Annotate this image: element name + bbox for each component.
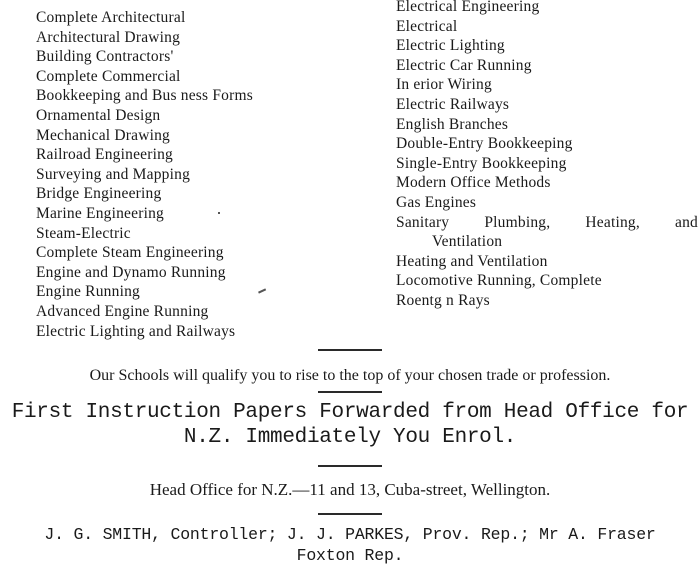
course-list-left	[36, 8, 336, 341]
course-item: Electric Railways	[396, 95, 510, 113]
course-item: Electrical Engineering	[396, 0, 540, 15]
head-office-address: Head Office for N.Z.—11 and 13, Cuba-street, Wellington.	[149, 480, 551, 499]
divider-rule	[318, 465, 382, 467]
first-papers-line-1: First Instruction Papers Forwarded from Head Office for	[11, 401, 689, 424]
course-item: Surveying and Mapping	[36, 165, 191, 183]
course-item: Ornamental Design	[36, 106, 161, 124]
course-item: Steam-Electric	[36, 224, 131, 242]
sanitary-continuation: Ventilation	[432, 233, 503, 251]
course-item: Architectural Drawing	[36, 28, 181, 46]
course-list-right	[396, 0, 696, 311]
course-item: Mechanical Drawing	[36, 126, 171, 144]
course-item: Heating and Ventilation	[396, 252, 548, 270]
course-item: Electric Lighting and Railways	[36, 322, 236, 340]
course-item: In erior Wiring	[396, 76, 492, 94]
course-item-sanitary	[396, 213, 696, 252]
course-item: Complete Architectural	[36, 9, 186, 26]
print-speck	[218, 212, 220, 214]
signatures-line-1: J. G. SMITH, Controller; J. J. PARKES, Prov. Rep.; Mr A. Fraser	[44, 525, 656, 544]
course-item: Modern Office Methods	[396, 174, 551, 192]
divider-rule	[318, 349, 382, 351]
course-item: Electric Car Running	[396, 56, 532, 74]
sanitary-word: and	[675, 213, 698, 231]
signatures-block	[0, 524, 700, 566]
course-item: Railroad Engineering	[36, 146, 173, 164]
course-item: Roentg n Rays	[396, 291, 490, 309]
course-item: Electrical	[396, 17, 458, 35]
course-item: Marine Engineering	[36, 204, 164, 222]
first-papers-headline	[0, 400, 700, 450]
course-item: Engine and Dynamo Running	[36, 263, 226, 281]
course-item: Complete Steam Engineering	[36, 244, 224, 262]
course-item: Complete Commercial	[36, 67, 181, 85]
course-item: Electric Lighting	[396, 37, 505, 55]
first-papers-line-2: N.Z. Immediately You Enrol.	[183, 426, 517, 449]
divider-rule	[318, 513, 382, 515]
sanitary-word: Heating,	[585, 213, 640, 231]
divider-rule	[318, 391, 382, 393]
course-item: Building Contractors'	[36, 48, 174, 66]
course-item: Engine Running	[36, 283, 140, 301]
course-item: Double-Entry Bookkeeping	[396, 135, 573, 153]
sanitary-line	[396, 213, 698, 233]
course-item: Locomotive Running, Complete	[396, 272, 602, 290]
course-item: Bridge Engineering	[36, 185, 162, 203]
sanitary-word: Sanitary	[396, 213, 450, 231]
qualify-statement: Our Schools will qualify you to rise to the top of your chosen trade or profession.	[89, 367, 611, 384]
course-item: Single-Entry Bookkeeping	[396, 154, 567, 172]
course-item: Bookkeeping and Bus ness Forms	[36, 87, 253, 105]
signatures-line-2: Foxton Rep.	[296, 546, 404, 565]
course-item: Gas Engines	[396, 193, 477, 211]
course-item: English Branches	[396, 115, 509, 133]
course-item: Advanced Engine Running	[36, 302, 209, 320]
sanitary-word: Plumbing,	[484, 213, 551, 231]
